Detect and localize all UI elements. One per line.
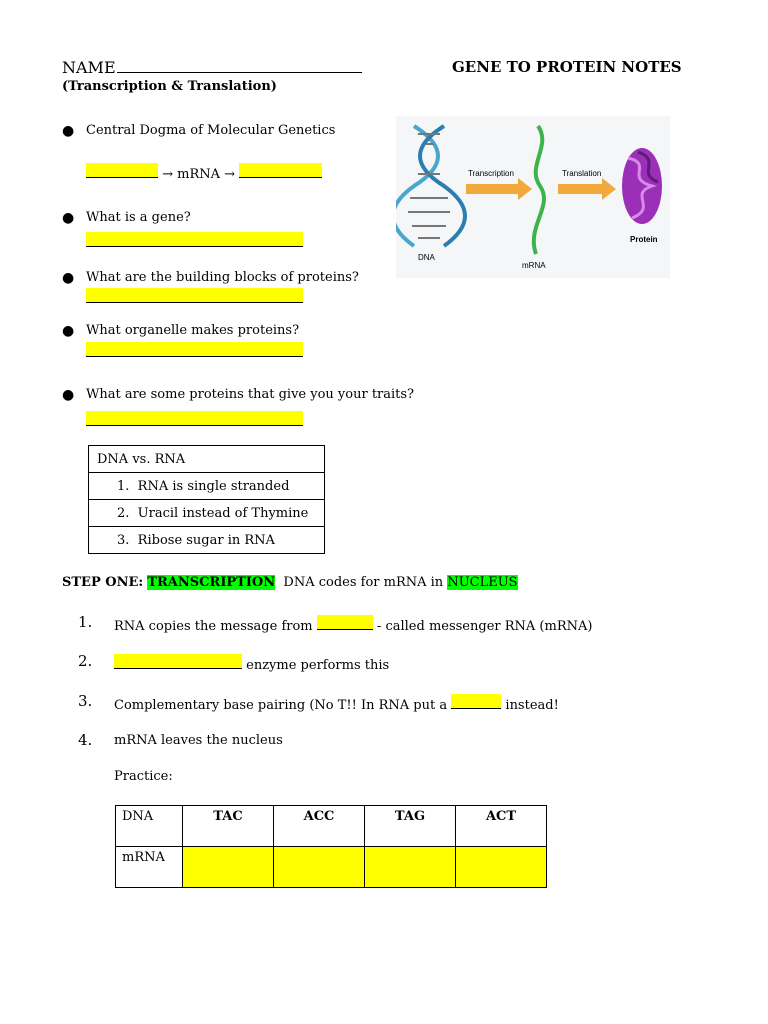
organelle-answer-blank[interactable] (86, 342, 303, 357)
dogma-row (86, 163, 322, 182)
table-row (116, 806, 547, 847)
step-2-blank[interactable] (114, 654, 242, 669)
step-number: 3. (78, 692, 93, 710)
figure-mrna-label: mRNA (522, 261, 546, 270)
name-label: NAME (62, 58, 116, 77)
page-title: GENE TO PROTEIN NOTES (452, 58, 682, 76)
figure-transcription-label: Transcription (468, 169, 514, 178)
bullet-traits: What are some proteins that give you your traits? (86, 387, 415, 402)
mrna-answer-cell[interactable] (365, 847, 456, 888)
figure-protein-label: Protein (630, 235, 658, 244)
gene-to-protein-figure (396, 116, 670, 278)
step-one-desc: DNA codes for mRNA in (283, 575, 444, 590)
figure-translation-label: Translation (562, 169, 602, 178)
bullet-building-blocks: What are the building blocks of proteins? (86, 270, 359, 285)
dna-vs-rna-table (88, 445, 325, 554)
codon-cell: ACC (274, 806, 365, 847)
bullet-dot: ● (62, 323, 75, 339)
mrna-answer-cell[interactable] (456, 847, 547, 888)
step-1-blank[interactable] (317, 615, 373, 630)
step-3-blank[interactable] (451, 694, 501, 709)
name-field[interactable] (62, 58, 362, 77)
list-item: 1. RNA is single stranded (89, 473, 325, 500)
step-one-location: NUCLEUS (447, 575, 518, 590)
building-blocks-answer-blank[interactable] (86, 288, 303, 303)
practice-table (115, 805, 547, 888)
codon-cell: ACT (456, 806, 547, 847)
practice-label: Practice: (114, 769, 173, 784)
figure-dna-label: DNA (418, 253, 435, 262)
step-2: enzyme performs this (114, 654, 389, 673)
dogma-blank-2[interactable] (239, 163, 322, 178)
practice-dna-label: DNA (116, 806, 183, 847)
traits-answer-blank[interactable] (86, 411, 303, 426)
list-item: 3. Ribose sugar in RNA (89, 527, 325, 554)
step-3: Complementary base pairing (No T!! In RNA put a instead! (114, 694, 559, 713)
mrna-answer-cell[interactable] (274, 847, 365, 888)
protein-icon (622, 148, 662, 224)
gene-answer-blank[interactable] (86, 232, 303, 247)
table-row (89, 473, 325, 500)
bullet-gene: What is a gene? (86, 210, 191, 225)
bullet-dot: ● (62, 270, 75, 286)
table-row (89, 527, 325, 554)
mrna-answer-cell[interactable] (183, 847, 274, 888)
page-subtitle: (Transcription & Translation) (62, 79, 277, 94)
step-one-keyword: TRANSCRIPTION (147, 575, 276, 590)
list-item: 2. Uracil instead of Thymine (89, 500, 325, 527)
step-one-heading (62, 575, 518, 590)
table-row (89, 500, 325, 527)
step-4: mRNA leaves the nucleus (114, 733, 283, 748)
dna-vs-rna-title: DNA vs. RNA (89, 446, 325, 473)
dogma-arrow-text: → mRNA → (162, 167, 236, 182)
step-number: 1. (78, 613, 93, 631)
codon-cell: TAC (183, 806, 274, 847)
step-one-label: STEP ONE: (62, 575, 144, 590)
dogma-blank-1[interactable] (86, 163, 158, 178)
codon-cell: TAG (365, 806, 456, 847)
step-number: 2. (78, 652, 93, 670)
step-number: 4. (78, 731, 93, 749)
bullet-dot: ● (62, 123, 75, 139)
bullet-dot: ● (62, 210, 75, 226)
name-line[interactable] (117, 58, 362, 73)
bullet-organelle: What organelle makes proteins? (86, 323, 300, 338)
step-1: RNA copies the message from - called messenger RNA (mRNA) (114, 615, 592, 634)
table-row (116, 847, 547, 888)
bullet-central-dogma: Central Dogma of Molecular Genetics (86, 123, 336, 138)
practice-mrna-label: mRNA (116, 847, 183, 888)
table-row (89, 446, 325, 473)
bullet-dot: ● (62, 387, 75, 403)
